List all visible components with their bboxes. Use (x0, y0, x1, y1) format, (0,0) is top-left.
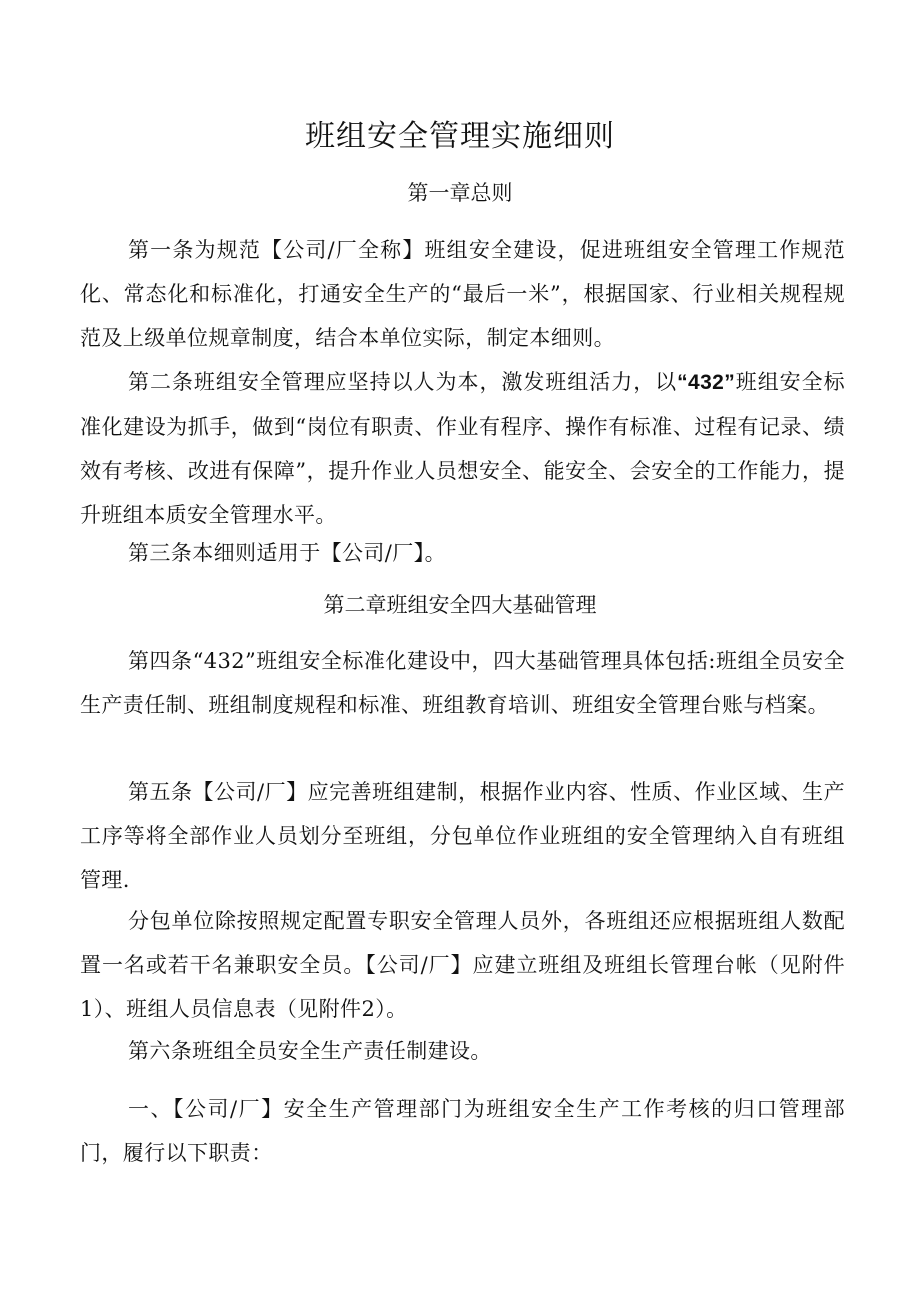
article-2-bold-432: “432” (677, 371, 736, 394)
article-3: 第三条本细则适用于【公司/厂】。 (128, 541, 446, 565)
article-1: 第一条为规范【公司/厂全称】班组安全建设，促进班组安全管理工作规范化、常态化和标准化，打通安全生产的“最后一米”，根据国家、行业相关规程规范及上级单位规章制度，结合本单位实际，制定本细则。 (80, 238, 845, 350)
document-title: 班组安全管理实施细则 (305, 119, 615, 154)
article-4: 第四条“432”班组安全标准化建设中，四大基础管理具体包括:班组全员安全生产责任制、班组制度规程和标准、班组教育培训、班组安全管理台账与档案。 (80, 649, 845, 717)
article-2 (80, 360, 845, 537)
article-2-text-a: 第二条班组安全管理应坚持以人为本，激发班组活力，以 (128, 370, 678, 394)
article-6-item-1: 一、【公司/厂】安全生产管理部门为班组安全生产工作考核的归口管理部门，履行以下职责： (80, 1097, 845, 1165)
chapter-2-heading: 第二章班组安全四大基础管理 (323, 593, 597, 617)
article-6: 第六条班组全员安全生产责任制建设。 (128, 1039, 492, 1063)
article-5: 第五条【公司/厂】应完善班组建制，根据作业内容、性质、作业区域、生产工序等将全部作业人员划分至班组，分包单位作业班组的安全管理纳入自有班组管理. (80, 780, 845, 892)
article-2-text-b: 班组安全标准化建设为抓手，做到“岗位有职责、作业有程序、操作有标准、过程有记录、绩效有考核、改进有保障”，提升作业人员想安全、能安全、会安全的工作能力，提升班组本质安全管理水平。 (80, 370, 845, 527)
chapter-1-heading: 第一章总则 (407, 181, 513, 205)
article-5-continuation: 分包单位除按照规定配置专职安全管理人员外，各班组还应根据班组人数配置一名或若干名兼职安全员。【公司/厂】应建立班组及班组长管理台帐（见附件1）、班组人员信息表（见附件2）。 (80, 909, 845, 1021)
